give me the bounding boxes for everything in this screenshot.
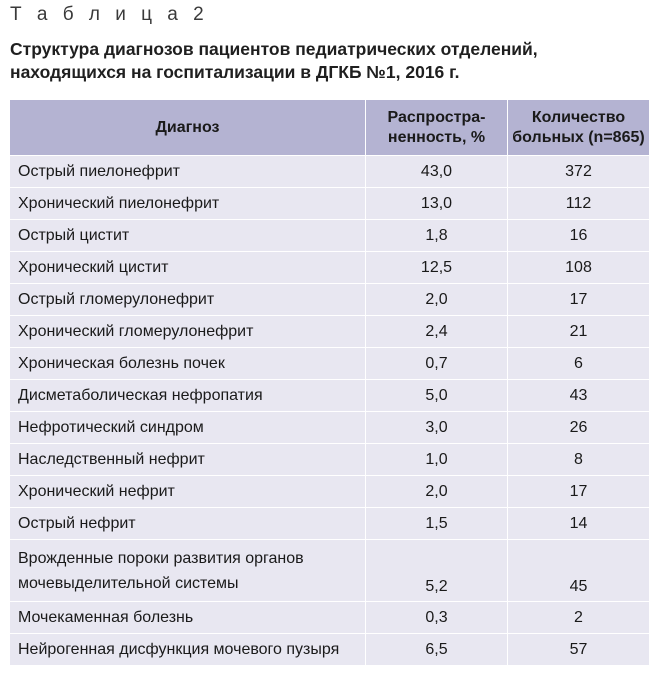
prevalence-cell: 3,0 — [366, 412, 508, 444]
prevalence-cell: 13,0 — [366, 188, 508, 220]
header-count-line2: больных (n=865) — [512, 128, 645, 146]
prevalence-cell: 0,7 — [366, 348, 508, 380]
count-cell: 16 — [508, 220, 650, 252]
diagnosis-cell: Хронический пиелонефрит — [10, 188, 366, 220]
prevalence-cell: 5,0 — [366, 380, 508, 412]
count-cell: 372 — [508, 156, 650, 188]
prevalence-cell: 0,3 — [366, 602, 508, 634]
prevalence-cell: 1,8 — [366, 220, 508, 252]
table-row — [10, 316, 650, 348]
count-cell: 26 — [508, 412, 650, 444]
table-row — [10, 508, 650, 540]
table-row — [10, 602, 650, 634]
diagnosis-cell: Мочекаменная болезнь — [10, 602, 366, 634]
count-cell: 108 — [508, 252, 650, 284]
diagnosis-line1: Врожденные пороки развития органов — [18, 549, 304, 567]
diagnosis-cell: Острый гломерулонефрит — [10, 284, 366, 316]
prevalence-cell: 5,2 — [366, 540, 508, 602]
table-row — [10, 156, 650, 188]
count-cell: 43 — [508, 380, 650, 412]
table-row — [10, 252, 650, 284]
diagnosis-cell: Хронический гломерулонефрит — [10, 316, 366, 348]
count-cell: 112 — [508, 188, 650, 220]
table-row — [10, 380, 650, 412]
prevalence-cell: 1,5 — [366, 508, 508, 540]
prevalence-cell: 43,0 — [366, 156, 508, 188]
prevalence-cell: 6,5 — [366, 634, 508, 666]
header-prevalence-line1: Распростра- — [387, 108, 486, 126]
table-row — [10, 444, 650, 476]
diagnosis-line2: мочевыделительной системы — [18, 574, 239, 592]
diagnosis-cell: Острый нефрит — [10, 508, 366, 540]
prevalence-cell: 2,0 — [366, 476, 508, 508]
diagnosis-table — [9, 99, 650, 666]
table-row — [10, 284, 650, 316]
header-prevalence — [366, 100, 508, 156]
header-count — [508, 100, 650, 156]
count-cell: 57 — [508, 634, 650, 666]
diagnosis-cell: Нефротический синдром — [10, 412, 366, 444]
table-row — [10, 634, 650, 666]
diagnosis-cell: Острый цистит — [10, 220, 366, 252]
count-cell: 17 — [508, 284, 650, 316]
prevalence-cell: 12,5 — [366, 252, 508, 284]
count-cell: 2 — [508, 602, 650, 634]
header-diagnosis: Диагноз — [10, 100, 366, 156]
diagnosis-cell — [10, 540, 366, 602]
table-number-label: Т а б л и ц а 2 — [10, 4, 209, 25]
diagnosis-cell: Дисметаболическая нефропатия — [10, 380, 366, 412]
diagnosis-cell: Острый пиелонефрит — [10, 156, 366, 188]
table-title: Структура диагнозов пациентов педиатрических отделений, находящихся на госпитализации в ДГКБ №1, 2016 г. — [10, 39, 538, 82]
table-row — [10, 220, 650, 252]
prevalence-cell: 1,0 — [366, 444, 508, 476]
table-row — [10, 540, 650, 602]
diagnosis-cell: Хронический нефрит — [10, 476, 366, 508]
table-row — [10, 476, 650, 508]
table-header-row — [10, 100, 650, 156]
diagnosis-cell: Наследственный нефрит — [10, 444, 366, 476]
table-row — [10, 412, 650, 444]
diagnosis-cell: Хронический цистит — [10, 252, 366, 284]
count-cell: 17 — [508, 476, 650, 508]
table-row — [10, 348, 650, 380]
count-cell: 14 — [508, 508, 650, 540]
header-count-line1: Количество — [531, 108, 626, 126]
table-row — [10, 188, 650, 220]
count-cell: 45 — [508, 540, 650, 602]
count-cell: 8 — [508, 444, 650, 476]
header-prevalence-line2: ненность, % — [387, 128, 486, 146]
prevalence-cell: 2,0 — [366, 284, 508, 316]
count-cell: 21 — [508, 316, 650, 348]
prevalence-cell: 2,4 — [366, 316, 508, 348]
diagnosis-cell: Нейрогенная дисфункция мочевого пузыря — [10, 634, 366, 666]
diagnosis-cell: Хроническая болезнь почек — [10, 348, 366, 380]
count-cell: 6 — [508, 348, 650, 380]
